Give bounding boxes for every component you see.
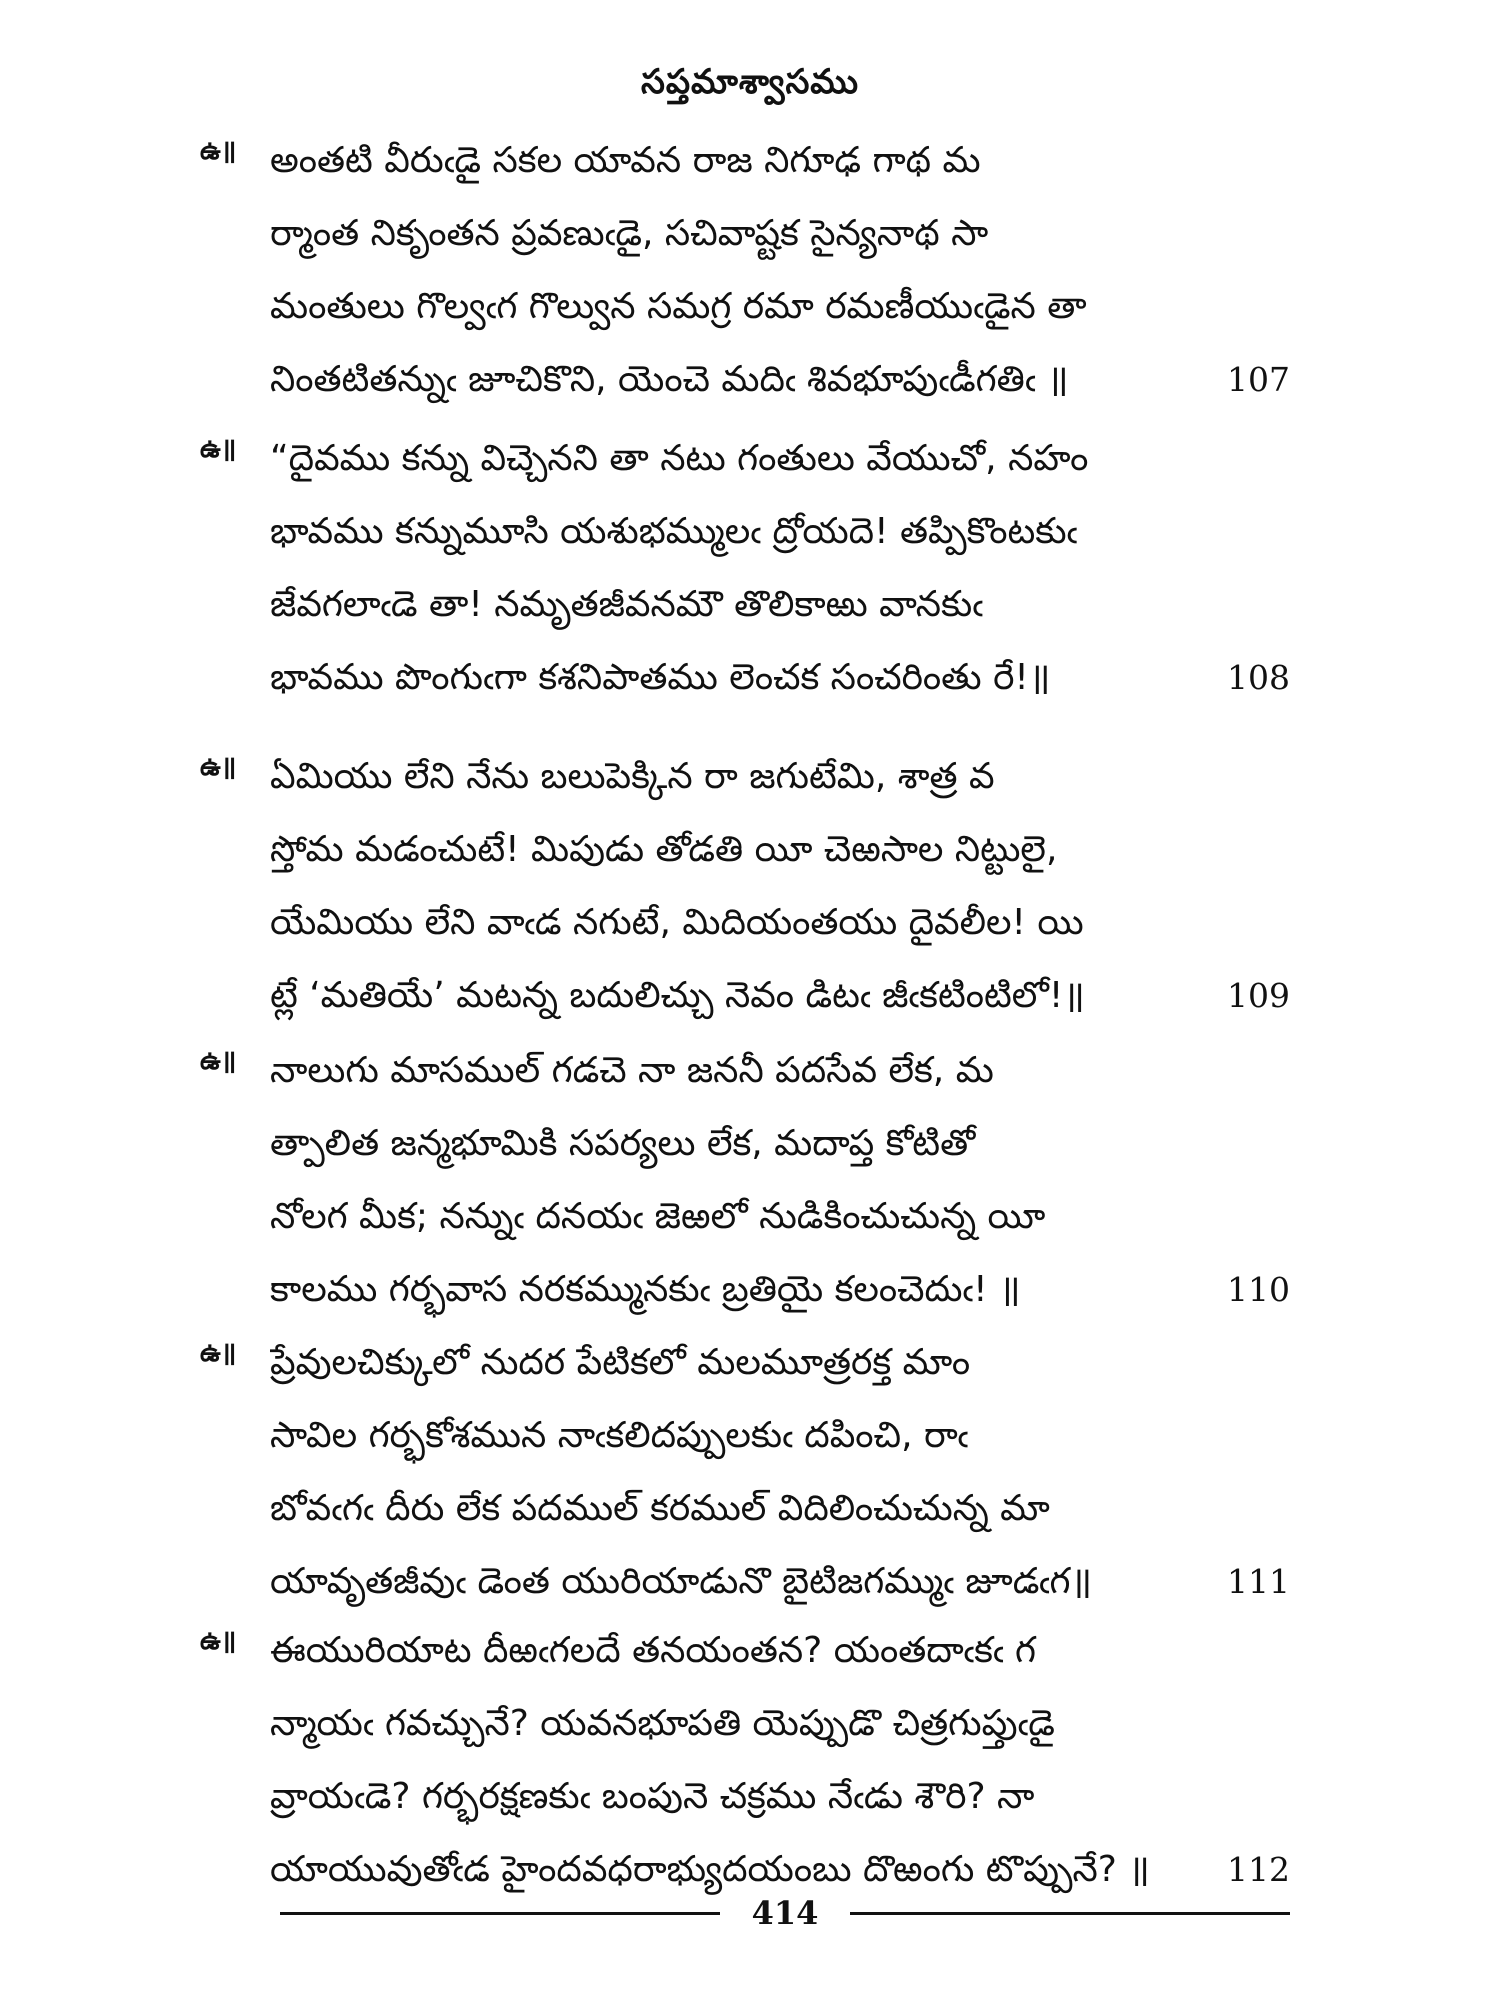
verse-line: జేవగలాఁడె తా! నమృతజీవనమౌ తొలికాఱు వానకుఁ [270, 584, 983, 625]
verse-line: యావృతజీవుఁ డెంత యురియాడునొ బైటిజగమ్ముఁ జూడఁగ॥ [270, 1561, 1093, 1602]
verse-line: ర్మాంత నికృంతన ప్రవణుఁడై, సచివాష్టక సైన్యనాథ సా [270, 213, 989, 254]
verse-number: 110 [1227, 1270, 1290, 1309]
verse-line: సావిల గర్భకోశమున నాఁకలిదప్పులకుఁ దపించి, రాఁ [270, 1415, 969, 1456]
verse-line: నింతటితన్నుఁ జూచికొని, యెంచె మదిఁ శివభూపుఁడీగతిఁ ॥ [270, 359, 1069, 400]
verse-number: 112 [1227, 1850, 1290, 1889]
verse-meter-marker: ఉ॥ [200, 434, 237, 464]
verse-meter-marker: ఉ॥ [200, 1046, 237, 1076]
verse-line: ట్లే ‘మతియే’ మటన్న బదులిచ్చు నెవం డిటఁ జీఁకటింటిలో!॥ [270, 975, 1085, 1016]
verse-meter-marker: ఉ॥ [200, 136, 237, 166]
verse-meter-marker: ఉ॥ [200, 1338, 237, 1368]
verse-line: అంతటి వీరుఁడై సకల యావన రాజ నిగూఢ గాథ మ [270, 140, 981, 181]
verse-line: నోలగ మీక; నన్నుఁ దనయఁ జెఱలో నుడికించుచున్న యీ [270, 1196, 1046, 1237]
verse-line: వ్రాయఁడె? గర్భరక్షణకుఁ బంపునె చక్రము నేఁడు శౌరి? నా [270, 1776, 1035, 1817]
verse-line: భావము పొంగుఁగా కశనిపాతము లెంచక సంచరింతు రే!॥ [270, 657, 1051, 698]
verse-line: ప్రేవులచిక్కులో నుదర పేటికలో మలమూత్రరక్త మాం [270, 1342, 971, 1383]
verse-line: స్తోమ మడంచుటే! మిపుడు తోడతి యీ చెఱసాల నిట్టులై, [270, 829, 1058, 870]
verse-block [200, 1614, 1290, 1906]
footer-rule-left [280, 1912, 720, 1915]
verse-meter-marker: ఉ॥ [200, 752, 237, 782]
verse-line: న్మాయఁ గవచ్చునే? యవనభూపతి యెప్పుడొ చిత్రగుప్తుఁడై [270, 1703, 1055, 1744]
verse-line: యాయువుతోఁడ హైందవధరాభ్యుదయంబు దొఱంగు టొప్పునే? ॥ [270, 1849, 1150, 1890]
verse-line: భావము కన్నుమూసి యశుభమ్ములఁ ద్రోయదె! తప్పికొంటకుఁ [270, 511, 1078, 552]
verse-number: 111 [1227, 1562, 1290, 1601]
verse-line: బోవఁగఁ దీరు లేక పదముల్ కరముల్ విదిలించుచున్న మా [270, 1488, 1050, 1529]
verse-line: ఈయురియాట దీఱఁగలదే తనయంతన? యంతదాఁకఁ గ [270, 1630, 1037, 1671]
verse-line: నాలుగు మాసముల్ గడచె నా జననీ పదసేవ లేక, మ [270, 1050, 994, 1091]
verse-number: 109 [1227, 976, 1290, 1015]
verse-meter-marker: ఉ॥ [200, 1626, 237, 1656]
verse-number: 107 [1227, 360, 1290, 399]
verse-block [200, 1326, 1290, 1618]
verse-line: కాలము గర్భవాస నరకమ్మునకుఁ బ్రతియై కలంచెదుఁ! ॥ [270, 1269, 1021, 1310]
verse-line: త్పాలిత జన్మభూమికి సపర్యలు లేక, మదాప్త కోటితో [270, 1123, 976, 1164]
footer-rule-right [850, 1912, 1290, 1915]
page-footer [280, 1888, 1290, 1938]
verse-block [200, 740, 1290, 1032]
verse-line: “దైవము కన్ను విచ్చెనని తా నటు గంతులు వేయుచో, నహం [270, 438, 1089, 479]
verse-line: ఏమియు లేని నేను బలుపెక్కిన రా జగుటేమి, శాత్ర వ [270, 756, 995, 797]
verse-line: మంతులు గొల్వఁగ గొల్వున సమగ్ర రమా రమణీయుఁడైన తా [270, 286, 1087, 327]
verse-line: యేమియు లేని వాఁడ నగుటే, మిదియంతయు దైవలీల! యి [270, 902, 1084, 943]
page-title: సప్తమాశ్వాసము [640, 62, 860, 102]
verse-number: 108 [1227, 658, 1290, 697]
page-number: 414 [751, 1894, 819, 1932]
verse-block [200, 422, 1290, 714]
verse-block [200, 1034, 1290, 1326]
verse-block [200, 124, 1290, 416]
